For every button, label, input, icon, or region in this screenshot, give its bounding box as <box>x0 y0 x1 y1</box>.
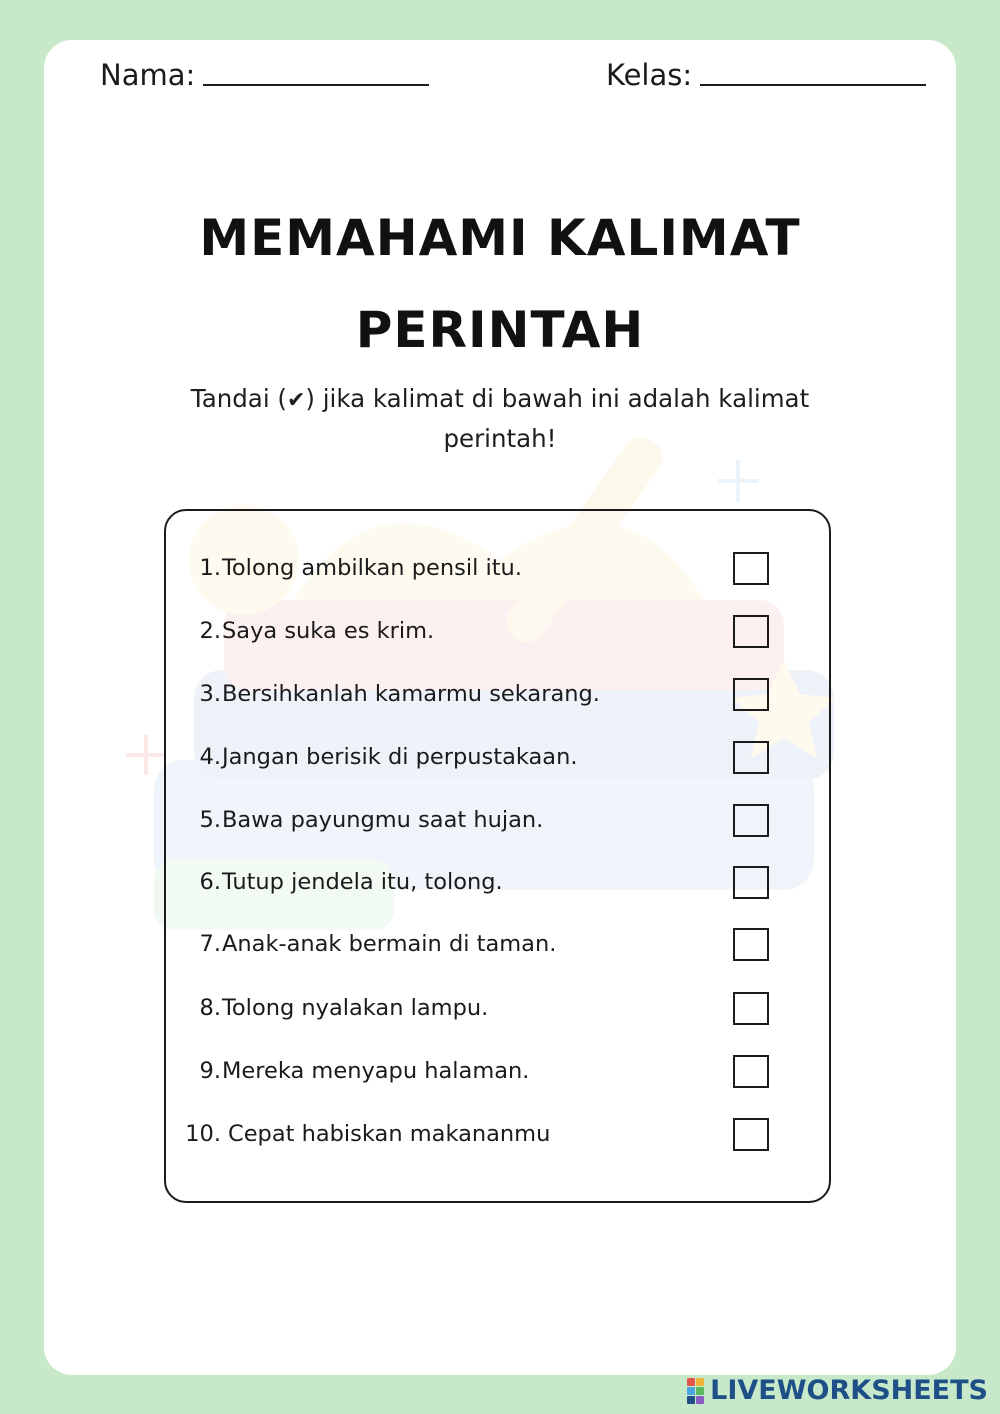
item-text: Saya suka es krim. <box>222 618 435 644</box>
list-item <box>166 737 829 777</box>
checkbox[interactable] <box>733 992 769 1025</box>
list-item <box>166 1114 829 1154</box>
instruction-before: Tandai ( <box>190 384 287 413</box>
liveworksheets-logo[interactable] <box>687 1375 988 1406</box>
liveworksheets-logo-icon <box>687 1378 704 1404</box>
item-number: 4. <box>199 744 221 770</box>
item-text: Jangan berisik di perpustakaan. <box>222 744 578 770</box>
page-title <box>44 192 956 376</box>
list-item <box>166 1051 829 1091</box>
list-item <box>166 548 829 588</box>
checkbox[interactable] <box>733 741 769 774</box>
item-text: Tolong nyalakan lampu. <box>222 995 489 1021</box>
checkbox[interactable] <box>733 1055 769 1088</box>
item-text: Tutup jendela itu, tolong. <box>222 869 503 895</box>
name-label: Nama: <box>100 58 196 92</box>
class-blank-line[interactable] <box>700 84 926 86</box>
checkbox[interactable] <box>733 678 769 711</box>
item-number: 8. <box>199 995 221 1021</box>
item-text: Tolong ambilkan pensil itu. <box>222 555 522 581</box>
checkbox[interactable] <box>733 552 769 585</box>
instruction-text <box>144 380 856 458</box>
item-text: Cepat habiskan makananmu <box>228 1121 551 1147</box>
checkbox[interactable] <box>733 866 769 899</box>
question-box <box>164 509 831 1203</box>
item-number: 10. <box>185 1121 221 1147</box>
list-item <box>166 800 829 840</box>
title-line-1: MEMAHAMI KALIMAT <box>199 209 801 267</box>
item-text: Bersihkanlah kamarmu sekarang. <box>222 681 600 707</box>
item-text: Bawa payungmu saat hujan. <box>222 807 544 833</box>
list-item <box>166 862 829 902</box>
name-field[interactable] <box>100 58 429 92</box>
item-text: Mereka menyapu halaman. <box>222 1058 530 1084</box>
name-blank-line[interactable] <box>203 84 429 86</box>
list-item <box>166 611 829 651</box>
checkmark-icon: ✔ <box>286 388 306 413</box>
item-number: 2. <box>199 618 221 644</box>
checkbox[interactable] <box>733 804 769 837</box>
class-label: Kelas: <box>606 58 693 92</box>
item-text: Anak-anak bermain di taman. <box>222 931 557 957</box>
checkbox[interactable] <box>733 1118 769 1151</box>
item-number: 1. <box>199 555 221 581</box>
item-number: 9. <box>199 1058 221 1084</box>
list-item <box>166 988 829 1028</box>
list-item <box>166 674 829 714</box>
item-number: 6. <box>199 869 221 895</box>
list-item <box>166 924 829 964</box>
instruction-after: ) jika kalimat di bawah ini adalah kalimat perintah! <box>305 384 810 453</box>
class-field[interactable] <box>606 58 926 92</box>
item-number: 5. <box>199 807 221 833</box>
checkbox[interactable] <box>733 928 769 961</box>
title-line-2: PERINTAH <box>355 301 645 359</box>
worksheet-page <box>44 40 956 1375</box>
item-number: 7. <box>199 931 221 957</box>
logo-text: LIVEWORKSHEETS <box>710 1375 988 1406</box>
item-number: 3. <box>199 681 221 707</box>
checkbox[interactable] <box>733 615 769 648</box>
